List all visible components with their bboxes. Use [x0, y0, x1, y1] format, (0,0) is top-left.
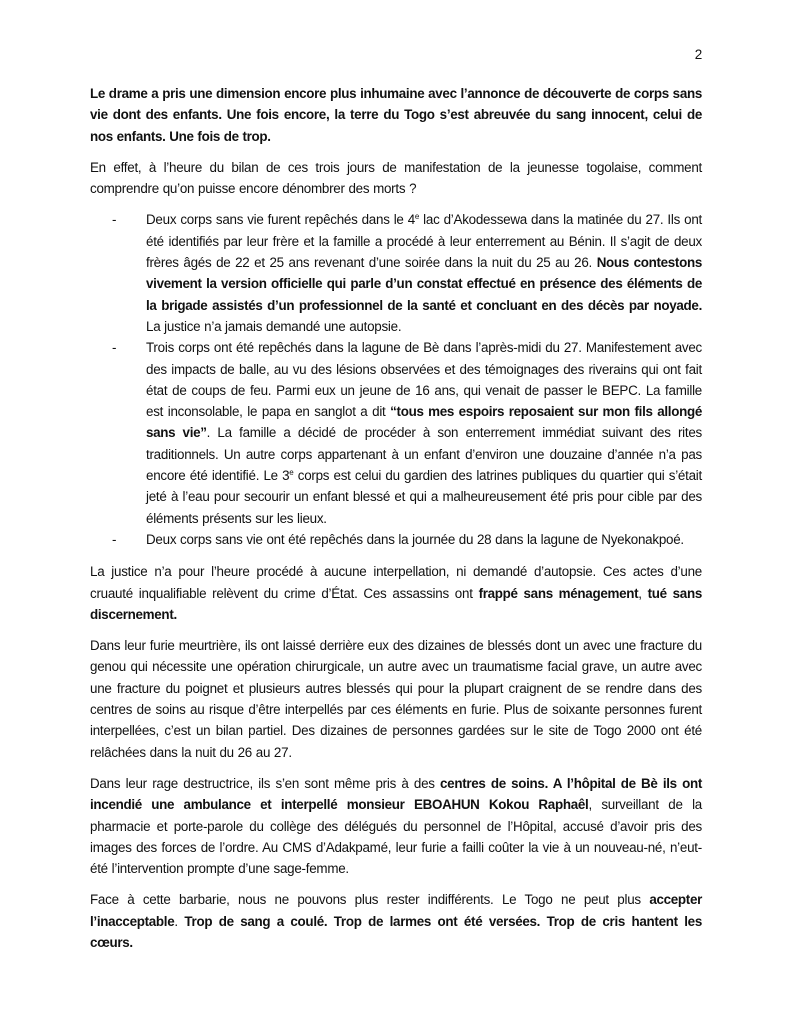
superscript: e [414, 212, 420, 222]
superscript: e [289, 468, 294, 478]
paragraph-injured: Dans leur furie meurtrière, ils ont laissé derrière eux des dizaines de blessés dont un avec une fracture du genou qui nécessite une opération chirurgicale, un autre avec un traumatisme facial grave, un autre avec une fracture du poignet et plusieurs autres blessés qui pour la plupart craignent de se rendre dans des centres de soins au risque d’être interpellés par ces éléments en furie. Plus de soixante personnes furent interpellées, c’est un bilan partiel. Des dizaines de personnes gardées sur le site de Togo 2000 ont été relâchées dans la nuit du 26 au 27. [90, 638, 702, 760]
paragraph-text: Dans leur rage destructrice, ils s’en sont même pris à des [90, 775, 441, 791]
item-text: La justice n’a jamais demandé une autopsie. [146, 318, 402, 334]
bold-text: Trop de sang a coulé. Trop de larmes ont été versées. Trop de cris hantent les cœurs. [90, 913, 702, 950]
list-dash: - [112, 340, 117, 356]
paragraph-text: Face à cette barbarie, nous ne pouvons plus rester indifférents. Le Togo ne peut plus [90, 892, 650, 908]
list-dash: - [112, 531, 117, 547]
bold-quote: “tous mes espoirs reposaient sur mon fils allongé sans vie” [146, 404, 702, 441]
list-item [90, 529, 702, 550]
bold-text: Le drame a pris une dimension encore plus inhumaine avec l’annonce de découverte de corps sans vie dont des enfants. Une fois encore, la terre du Togo s’est abreuvée du sang innocent, celui de nos enfants. Une fois de trop. [90, 86, 702, 144]
paragraph-text: , surveillant de la pharmacie et porte-parole du collège des délégués du personnel de l’Hôpital, accusé d’avoir pris des images des forces de l’ordre. Au CMS d’Adakpamé, leur furie a failli coûter la vie à un nouveau-né, n’eut-été l’intervention prompte d’une sage-femme. [90, 797, 702, 877]
victims-list [90, 209, 702, 550]
bold-text: centres de soins. A l’hôpital de Bè ils ont incendié une ambulance et interpellé monsieur EBOAHUN Kokou Raphaêl [90, 775, 702, 813]
paragraph-conclusion [90, 889, 702, 953]
item-text: lac d’Akodessewa dans la matinée du 27. Ils ont été identifiés par leur frère et la famille a procédé à leur enterrement au Bénin. Il s’agit de deux frères âgés de 22 et 25 ans revenant d’une soirée dans la nuit du 25 au 26. [146, 212, 702, 271]
paragraph-question: En effet, à l’heure du bilan de ces trois jours de manifestation de la jeunesse togolaise, comment comprendre qu’on puisse encore dénombrer des morts ? [90, 159, 702, 197]
list-item [90, 337, 702, 529]
paragraph-text: , [638, 585, 648, 601]
item-text: Deux corps sans vie furent repêchés dans le 4 [146, 212, 415, 228]
list-dash: - [112, 212, 117, 228]
bold-text: Nous contestons vivement la version officielle qui parle d’un constat effectué en présence des éléments de la brigade assistés d’un professionnel de la santé et concluant en des décès par noyade. [146, 255, 702, 313]
bold-text: frappé sans ménagement [478, 585, 639, 601]
page-number: 2 [694, 47, 702, 62]
list-item [90, 209, 702, 337]
paragraph-intro [90, 83, 702, 147]
item-text: Deux corps sans vie ont été repêchés dans la journée du 28 dans la lagune de Nyekonakpoé. [146, 531, 684, 547]
paragraph-justice [90, 561, 702, 625]
paragraph-text: La justice n’a pour l’heure procédé à aucune interpellation, ni demandé d’autopsie. Ces actes d’une cruauté inqualifiable relèvent du crime d’État. Ces assassins ont [90, 564, 702, 601]
paragraph-hospital [90, 773, 702, 879]
bold-text: accepter l’inacceptable [90, 892, 702, 929]
item-text: corps est celui du gardien des latrines publiques du quartier qui s’était jeté à l’eau pour secourir un enfant blessé et qui a malheureusement été pris pour cible par des éléments présents sur les lieux. [146, 468, 702, 526]
paragraph-text: . [174, 913, 185, 929]
document-body [90, 83, 702, 963]
bold-text: tué sans discernement. [90, 585, 702, 622]
item-text: Trois corps ont été repêchés dans la lagune de Bè dans l’après-midi du 27. Manifestement avec des impacts de balle, au vu des lésions observées et des témoignages des riverains qui ont fait état de coups de feu. Parmi eux un jeune de 16 ans, qui venait de passer le BEPC. La famille est inconsolable, le papa en sanglot a dit [146, 340, 702, 420]
item-text: . La famille a décidé de procéder à son enterrement immédiat suivant des rites traditionnels. Un autre corps appartenant à un enfant d’environ une douzaine d’année n’a pas encore été identifié. Le 3 [146, 425, 702, 484]
